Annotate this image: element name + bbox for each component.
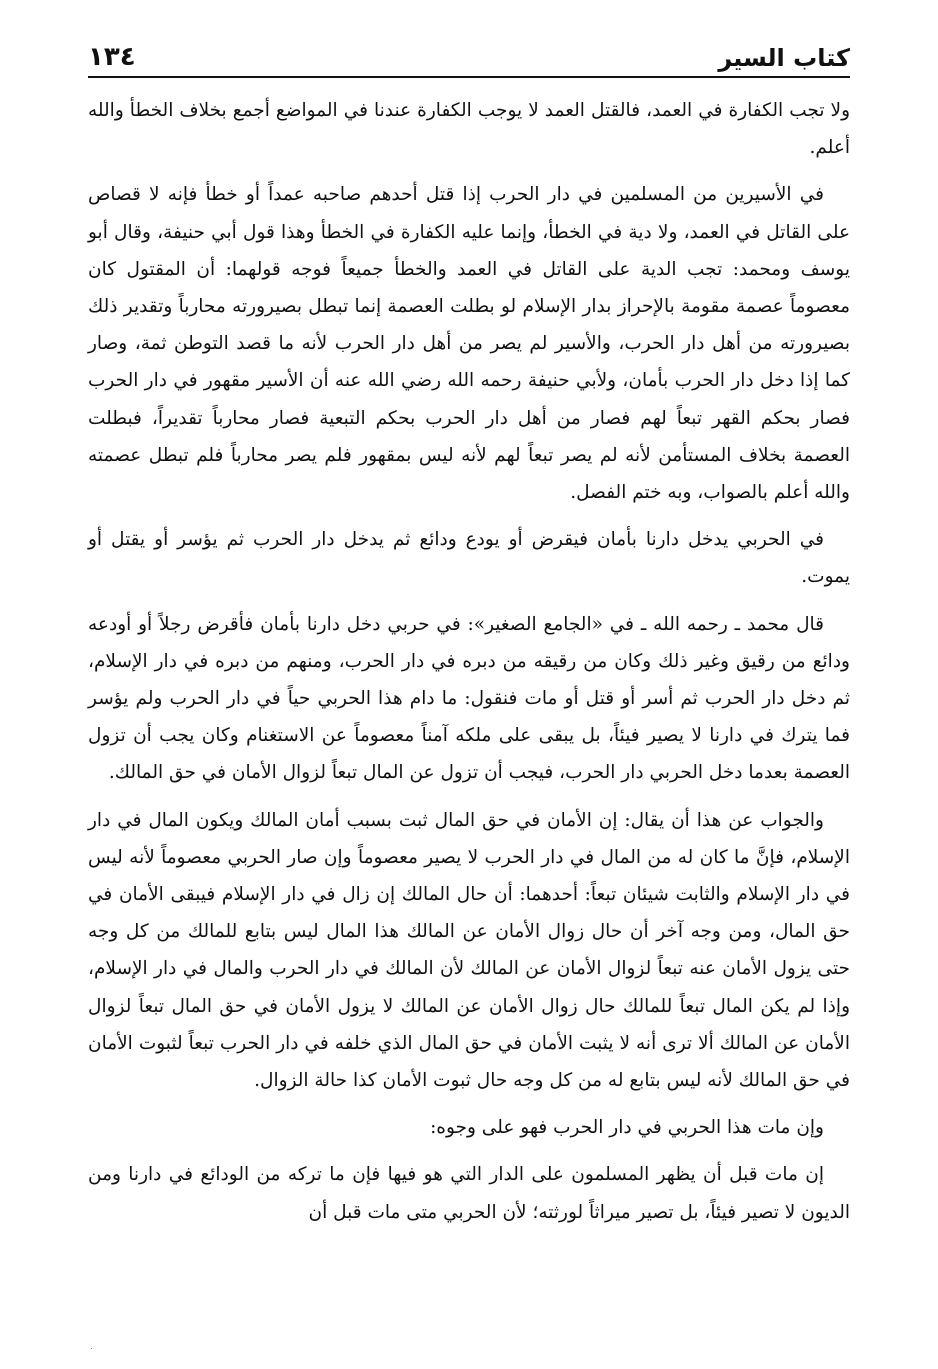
page-header (88, 30, 850, 78)
running-title: كتاب السير (718, 44, 850, 72)
paragraph: والجواب عن هذا أن يقال: إن الأمان في حق المال ثبت بسبب أمان المالك ويكون المال في دار الإسلام، فإنَّ ما كان له من المال في دار الحرب لا يصير معصوماً وإن صار الحربي معصوماً لأنه ليس في دار الإسلام والثابت شيئان تبعاً: أحدهما: أن حال المالك إن زال في دار الإسلام فيبقى الأمان في حق المال، ومن وجه آخر أن حال زوال الأمان عن المالك هذا المال ليس بتابع للمالك من كل وجه حتى يزول الأمان عنه تبعاً لزوال الأمان عن المالك لأن المالك في دار الحرب والمال في دار الإسلام، وإذا لم يكن المال تبعاً للمالك حال زوال الأمان عن المالك لا يزول الأمان في حق المال تبعاً لزوال الأمان عن المالك ألا ترى أنه لا يثبت الأمان في حق المال الذي خلفه في دار الحرب تبعاً لثبوت الأمان في حق المالك لأنه ليس بتابع له من كل وجه حال ثبوت الأمان كذا حالة الزوال. (88, 809, 850, 1092)
paragraph: وإن مات هذا الحربي في دار الحرب فهو على وجوه: (430, 1117, 824, 1139)
paragraph: في الأسيرين من المسلمين في دار الحرب إذا قتل أحدهم صاحبه عمداً أو خطأ فإنه لا قصاص على القاتل في العمد، ولا دية في الخطأ، وإنما عليه الكفارة في الخطأ وهذا قول أبي حنيفة، وقال أبو يوسف ومحمد: تجب الدية على القاتل في العمد والخطأ جميعاً فوجه قولهما: أن المقتول كان معصوماً عصمة مقومة بالإحراز بدار الإسلام لو بطلت العصمة إنما تبطل بصيرورته محارباً وتقدير ذلك بصيرورته من أهل دار الحرب، والأسير لم يصر من أهل دار الحرب لأنه ما قصد التوطن ثمة، وصار كما إذا دخل دار الحرب بأمان، ولأبي حنيفة رحمه الله رضي الله عنه أن الأسير مقهور في دار الحرب فصار بحكم القهر تبعاً لهم فصار من أهل دار الحرب بحكم التبعية فصار محارباً تقديراً، فبطلت العصمة بخلاف المستأمن لأنه لم يصر تبعاً لهم لأنه ليس بمقهور فلم يصر محارباً فلم تبطل عصمته والله أعلم بالصواب، وبه ختم الفصل. (88, 184, 850, 504)
paragraph: إن مات قبل أن يظهر المسلمون على الدار التي هو فيها فإن ما تركه من الودائع في دارنا ومن الديون لا تصير فيئاً، بل تصير ميراثاً لورثته؛ لأن الحربي متى مات قبل أن (88, 1164, 850, 1223)
page-body (88, 92, 850, 1241)
paragraph: في الحربي يدخل دارنا بأمان فيقرض أو يودع ودائع ثم يدخل دار الحرب ثم يؤسر أو يقتل أو يموت. (88, 529, 850, 588)
paragraph: قال محمد ـ رحمه الله ـ في «الجامع الصغير»: في حربي دخل دارنا بأمان فأقرض رجلاً أو أودعه ودائع من رقيق وغير ذلك وكان من رقيقه من دبره في دار الحرب، ومنهم من دبره في دار الإسلام، ثم دخل دار الحرب ثم أسر أو قتل أو مات فنقول: ما دام هذا الحربي حياً في دار الحرب ولم يؤسر فما يترك في دارنا لا يصير فيئاً، بل يبقى على ملكه آمناً معصوماً عن الاستغنام وكان يجب أن تزول العصمة بعدما دخل الحربي دار الحرب، فيجب أن تزول عن المال تبعاً لزوال الأمان في حق المالك. (88, 613, 850, 784)
scan-mark: . (90, 1342, 93, 1352)
page-number: ١٣٤ (88, 42, 136, 72)
paragraph: ولا تجب الكفارة في العمد، فالقتل العمد لا يوجب الكفارة عندنا في المواضع أجمع بخلاف الخطأ والله أعلم. (88, 100, 850, 159)
